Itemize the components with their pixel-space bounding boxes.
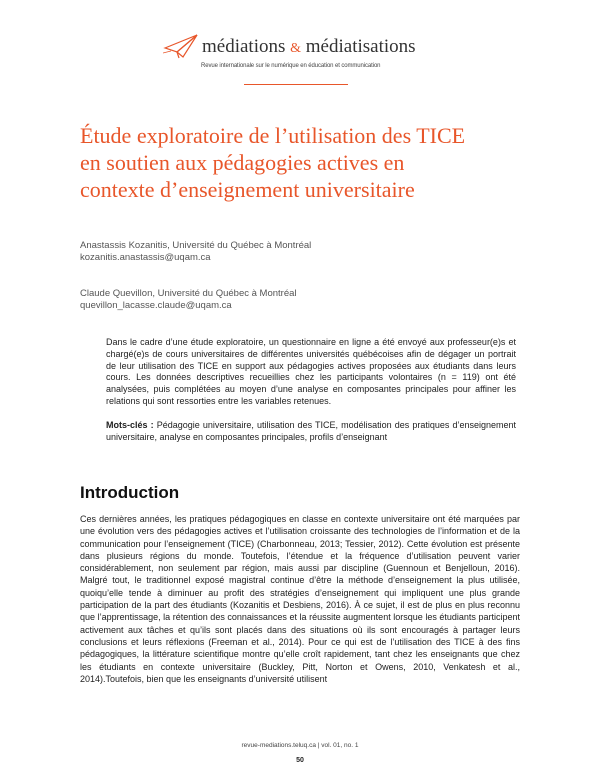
author-email: quevillon_lacasse.claude@uqam.ca <box>80 300 232 311</box>
title-line: contexte d’enseignement universitaire <box>80 177 415 202</box>
abstract <box>106 337 516 443</box>
title-line: Étude exploratoire de l’utilisation des TICE <box>80 123 466 148</box>
keywords <box>106 420 516 444</box>
introduction-paragraph: Ces dernières années, les pratiques pédagogiques en classe en contexte universitaire ont été marquées par une évolution vers des pédagogies actives et l’utilisation croissante des technologies de l’information et de la communication pour l’enseignement (TICE) (Charbonneau, 2013; Tessier, 2012). Cette évolution est présente dans plusieurs régions du monde. Toutefois, l’étendue et la fréquence d’utilisation peuvent varier considérablement, non seulement par région, mais aussi par discipline (Guennoun et Benjelloun, 2016). Malgré tout, le traditionnel exposé magistral continue d’être la méthode d’enseignement la plus utilisée, quoiqu’elle tende à diminuer au profit des stratégies d’enseignement qui impliquent une plus grande participation de la part des étudiants (Kozanitis et Desbiens, 2016). À ce sujet, il est de plus en plus reconnu que l’apprentissage, la rétention des connaissances et la réussite augmentent lorsque les étudiants participent activement aux tâches et qu’ils sont placés dans des situations où ils sont encouragés à partager leurs conclusions et leurs réflexions (Freeman et al., 2014). Pour ce qui est de l’utilisation des TICE à des fins pédagogiques, la littérature scientifique montre qu’elle croît rapidement, tant chez les enseignants que chez les étudiants en contexte universitaire (Buckley, Pitt, Norton et Owens, 2010, Venkatesh et al., 2014).Toutefois, bien que les enseignants d’université utilisent <box>80 514 520 684</box>
page-number: 50 <box>296 757 304 764</box>
paper-plane-icon <box>163 33 199 59</box>
author-block-2 <box>80 288 297 312</box>
footer-journal-info: revue-mediations.teluq.ca | vol. 01, no. 1 <box>241 742 359 749</box>
keywords-label: Mots-clés : <box>106 419 154 430</box>
brand-left: médiations <box>202 36 286 57</box>
article-title <box>80 122 550 203</box>
brand-right: médiatisations <box>305 36 416 57</box>
journal-logo-text <box>202 36 416 58</box>
title-line: en soutien aux pédagogies actives en <box>80 150 405 175</box>
author-email: kozanitis.anastassis@uqam.ca <box>80 252 211 263</box>
abstract-text: Dans le cadre d’une étude exploratoire, un questionnaire en ligne a été envoyé aux professeur(e)s et chargé(e)s de cours universitaires de différentes universités québécoises afin de dégager un portrait de leur utilisation des TICE en support aux pédagogies actives proposées aux étudiants dans leurs cours. Les données descriptives recueillies chez les participants volontaires (n = 119) ont été analysées, puis complétées au moyen d’une analyse en composantes principales pour affiner les relations qui sont ressorties entre les variables retenues. <box>106 337 516 406</box>
author-affiliation: Claude Quevillon, Université du Québec à Montréal <box>80 288 297 299</box>
journal-tagline: Revue internationale sur le numérique en éducation et communication <box>201 63 381 69</box>
introduction-body <box>80 513 520 685</box>
section-heading-introduction: Introduction <box>80 483 180 502</box>
header-divider <box>244 84 348 85</box>
keywords-text: Pédagogie universitaire, utilisation des TICE, modélisation des pratiques d’enseignement universitaire, analyse en composantes principales, profils d’enseignant <box>106 419 516 442</box>
author-block-1 <box>80 240 311 264</box>
brand-ampersand: & <box>290 41 302 56</box>
author-affiliation: Anastassis Kozanitis, Université du Québec à Montréal <box>80 240 312 251</box>
